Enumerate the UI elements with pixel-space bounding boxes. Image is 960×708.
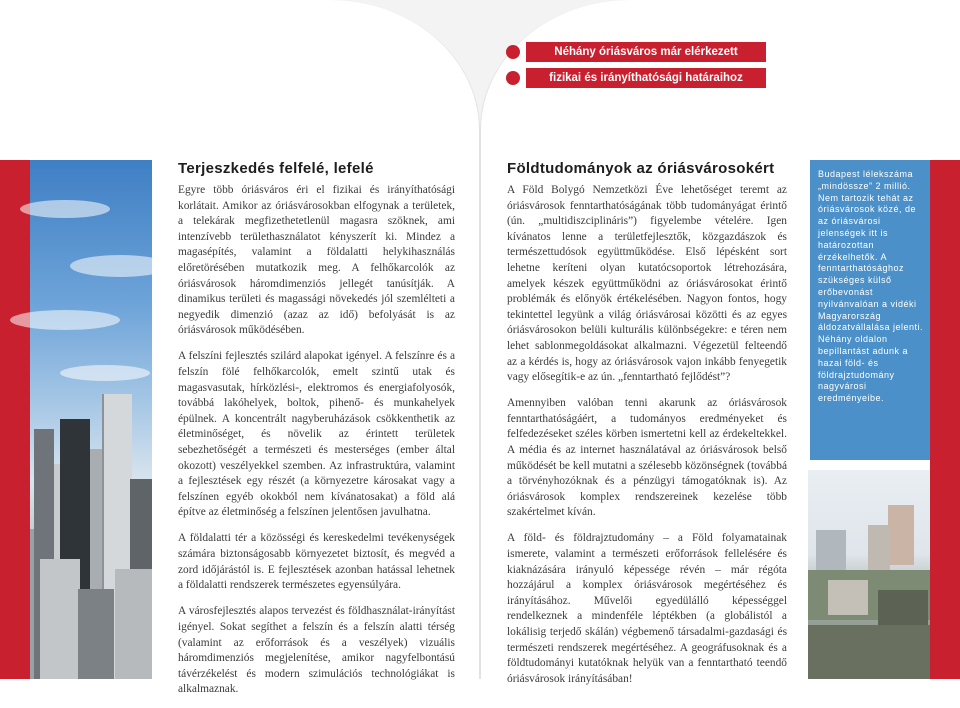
bullet-dot-icon <box>506 71 520 85</box>
left-column-title: Terjeszkedés felfelé, lefelé <box>178 160 374 177</box>
right-paragraph: A Föld Bolygó Nemzetközi Éve lehetőséget teremt az óriásvárosok fenntarthatóságának több tudományágat érintő (ún. „multidiszciplináris”) figyelembe vételére. Igen kívánatos lenne a területfejlesztők, közgazdászok és természettudósok együttműködése. Első lépésként sort lehetne keríteni olyan kutatócsoportok létrehozására, amelyek készek együttműködni az óriásvárosokat érintő problémák és előnyök értékelésében. Nagyon fontos, hogy tekintettel legyünk a világ óriásvárosai közötti és az egyes óriásvárosokon belüli kulturális különbségekre: e téren nem lehet sablonmegoldásokat alkalmazni. Végezetül felteendő az a kérdés is, hogy az óriásvárosok vajon inkább fenyegetik vagy elősegítik-e az ún. „fenntartható fejlődést”? <box>507 184 787 384</box>
right-accent-strip <box>930 160 960 679</box>
header-line-2: fizikai és irányíthatósági határaihoz <box>526 68 766 88</box>
left-paragraph: A felszíni fejlesztés szilárd alapokat igényel. A felszínre és a felszín fölé felhőkarcolók, emelt szintű utak és magasvasutak, hírközlési-, elektromos és energiafolyosók, továbbá lakóhelyek, boltok, pihenő- és munkahelyek épülnek. A koncentrált nagyberuházások csökkenthetik az életminőséget, és növelik az érintett területek sebezhetőségét a természeti és mesterséges (ember által okozott) veszélyekkel szemben. Az infrastruktúra, valamint a fejlesztések egy részét (a környezetre károsakat vagy a felszínen egyéb okokból nem kívánatosakat) a föld alá építve az életminőség a felszínen jelentősen javulhatna. <box>178 350 455 519</box>
right-paragraph: A föld- és földrajztudomány – a Föld folyamatainak ismerete, valamint a természeti erőforrások fellelésére és kiaknázására irányuló képessége révén – már régóta hozzájárul a komplex óriásvárosok megértéséhez és irányításához. Művelői egyedülálló képességgel rendelkeznek a mindenféle léptékben (a globálistól a lokálisig terjedő skálán) végbemenő társadalmi-gazdasági és természeti rendszerek megértéséhez. A geográfusoknak és a földtudományi kutatóknak helyük van a fenntartható teendő óriásvárosok irányításában! <box>507 532 787 685</box>
left-paragraph: A városfejlesztés alapos tervezést és földhasználat-irányítást igényel. Sokat segíthet a felszín és a felszín alatti térség (valamint az erőforrások és a veszélyek) vizuális háromdimenziós megjelenítése, amikor nagyfelbontású távérzékelést és modern szimulációs technológiákat is alkalmaznak. <box>178 605 455 696</box>
sidebar-text: Budapest lélekszáma „mindössze” 2 millió. Nem tartozik tehát az óriásvárosok közé, de az óriásvárosi jelenségek itt is határozottan érzékelhetők. A fenntarthatósághoz szükséges külső erőbevonást nyilvánvalóan a vidéki Magyarország áldozatvállalása jelenti. Néhány oldalon bepillantást adunk a hazai föld- és földrajztudomány nagyvárosi eredményeibe. <box>818 169 924 404</box>
town-photo <box>808 470 930 679</box>
left-paragraph: A földalatti tér a közösségi és kereskedelmi tevékenységek számára biztonságosabb környezetet biztosít, és megvéd a zord időjárástól is. E fejlesztések azonban hatással lehetnek a földalatti rendszerek természetes egyensúlyára. <box>178 532 455 592</box>
left-accent-strip <box>0 160 30 679</box>
city-skyline-photo <box>30 160 152 679</box>
header-line-1: Néhány óriásváros már elérkezett <box>526 42 766 62</box>
sidebar-box <box>810 160 930 460</box>
right-column-title: Földtudományok az óriásvárosokért <box>507 160 775 177</box>
left-column-body <box>178 183 455 708</box>
right-paragraph: Amennyiben valóban tenni akarunk az óriásvárosok fenntarthatóságáért, a tudományos eredményeket és felfedezéseket széles körben ismertetni kell az érdekeltekkel. A média és az internet használatával az óriásvárosok belső működését be kell mutatni a szélesebb közönségnek (továbbá a törvényhozóknak és a pénzügyi támogatóknak is). Az óriásvárosok komplex rendszereinek kezelése több szakértelmet kíván. <box>507 397 787 519</box>
bullet-dot-icon <box>506 45 520 59</box>
left-paragraph: Egyre több óriásváros éri el fizikai és irányíthatósági korlátait. Amikor az óriásvárosokban elfogynak a területek, a telekárak megfizethetetlenül magasra szöknek, ami intenzívebb területhasználatot kényszerít ki. Mindez a magasépítés, valamint a földalatti helykihasználás előretörésében mutatkozik meg. A felhőkarcolók az óriásvárosok háromdimenziós jellegét tanúsítják. A dinamikus területi és magassági növekedés jól szemlélteti a negyedik dimenzió (azaz az idő) befolyását is az óriásvárosok működésében. <box>178 184 455 337</box>
right-column-body <box>507 183 787 698</box>
